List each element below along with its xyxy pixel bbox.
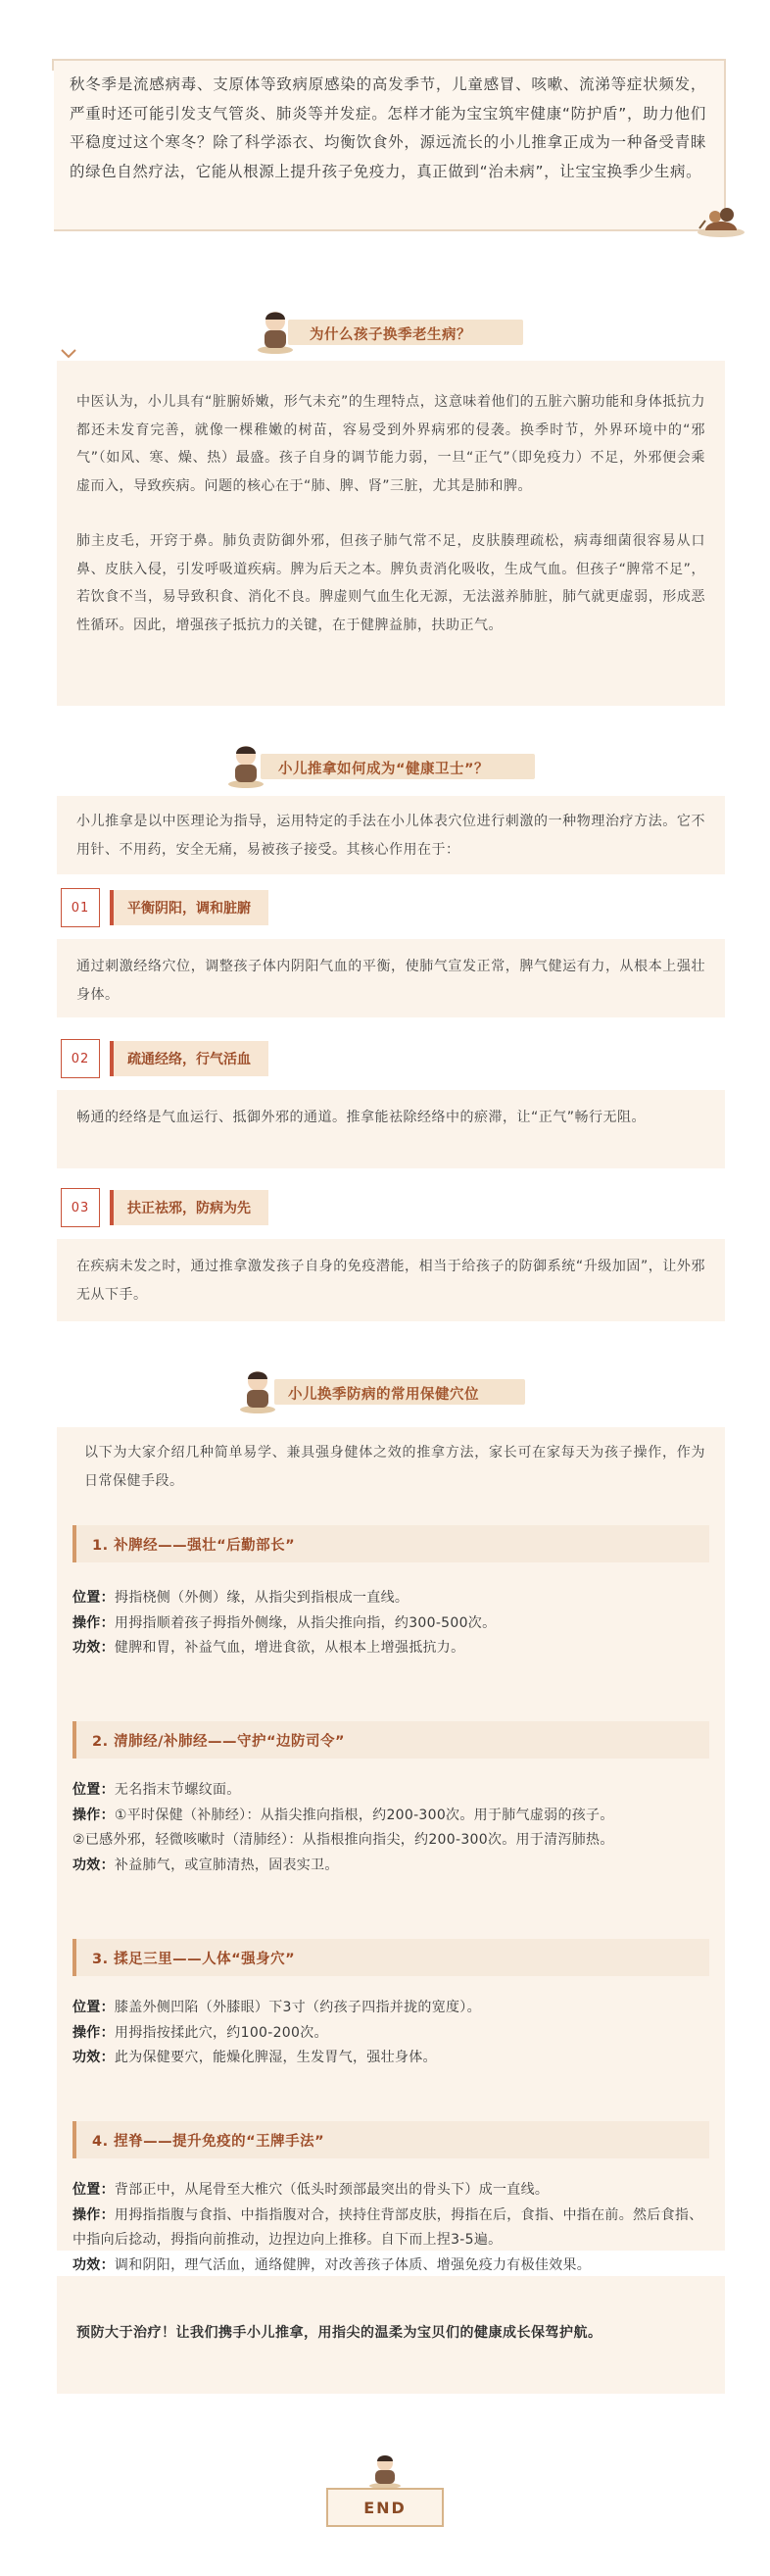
section1-header xyxy=(253,306,527,355)
detail-value: 用拇指按揉此穴，约100-200次。 xyxy=(114,2024,328,2041)
detail-value: 用拇指顺着孩子拇指外侧缘，从指尖推向指，约300-500次。 xyxy=(114,1614,497,1631)
acupoint-4-details xyxy=(72,2178,709,2278)
step-number: 01 xyxy=(61,888,100,927)
step-02-card xyxy=(57,1090,725,1168)
detail-line xyxy=(72,2046,709,2071)
detail-key: 功效： xyxy=(72,2256,115,2273)
detail-line xyxy=(72,2204,709,2254)
detail-line xyxy=(72,2021,709,2047)
step-03 xyxy=(61,1188,453,1227)
herb-pot-icon xyxy=(694,199,748,238)
detail-value: 健脾和胃，补益气血，增进食欲，从根本上增强抵抗力。 xyxy=(114,1640,465,1656)
detail-key: 操作： xyxy=(72,2206,115,2223)
detail-line xyxy=(72,1778,709,1804)
detail-value: 此为保健要穴，能燥化脾湿，生发胃气，强壮身体。 xyxy=(114,2050,437,2065)
step-01-text: 通过刺激经络穴位，调整孩子体内阴阳气血的平衡，使肺气宣发正常，脾气健运有力，从根本上强壮身体。 xyxy=(76,959,705,1003)
step-label: 疏通经络，行气活血 xyxy=(110,1041,268,1076)
acupoint-title: 3. 揉足三里——人体“强身穴” xyxy=(72,1939,709,1976)
detail-line xyxy=(72,1804,709,1829)
child-mascot-icon xyxy=(364,2451,406,2490)
end-marker: END xyxy=(326,2488,444,2527)
detail-line xyxy=(72,1636,709,1661)
step-number: 02 xyxy=(61,1039,100,1078)
detail-line xyxy=(72,2254,709,2279)
section2-header xyxy=(223,740,537,789)
step-01-card xyxy=(57,939,725,1017)
detail-value: 用拇指指腹与食指、中指指腹对合，挟持住背部皮肤，拇指在后，食指、中指在前。然后食指、中指向后捻动，拇指向前推动，边捏边向上推移。自下而上捏3-5遍。 xyxy=(72,2206,703,2248)
section2-intro-card xyxy=(57,796,725,874)
detail-key: 位置： xyxy=(72,2000,115,2015)
step-label: 扶正祛邪，防病为先 xyxy=(110,1190,268,1225)
detail-key: 功效： xyxy=(72,1857,115,1873)
detail-value: 膝盖外侧凹陷（外膝眼）下3寸（约孩子四指并拢的宽度）。 xyxy=(114,2000,481,2015)
detail-value: 无名指末节螺纹面。 xyxy=(114,1782,241,1798)
section1-paragraph-1: 中医认为，小儿具有“脏腑娇嫩，形气未充”的生理特点，这意味着他们的五脏六腑功能和身体抵抗力都还未发育完善，就像一棵稚嫩的树苗，容易受到外界病邪的侵袭。换季时节，外界环境中的“邪气”（如风、寒、燥、热）最盛。孩子自身的调节能力弱，一旦“正气”（即免疫力）不足，外邪便会乘虚而入，导致疾病。问题的核心在于“肺、脾、肾”三脏，尤其是肺和脾。 xyxy=(76,394,705,494)
acupoint-title: 4. 捏脊——提升免疫的“王牌手法” xyxy=(72,2121,709,2158)
detail-line xyxy=(72,1611,709,1637)
detail-value: 调和阴阳，理气活血，通络健脾，对改善孩子体质、增强免疫力有极佳效果。 xyxy=(114,2256,592,2273)
section1-card xyxy=(57,361,725,706)
section2-title: 小儿推拿如何成为“健康卫士”？ xyxy=(278,762,490,777)
step-03-text: 在疾病未发之时，通过推拿激发孩子自身的免疫潜能，相当于给孩子的防御系统“升级加固”，让外邪无从下手。 xyxy=(76,1259,705,1303)
section2-intro: 小儿推拿是以中医理论为指导，运用特定的手法在小儿体表穴位进行刺激的一种物理治疗方法。它不用针、不用药，安全无痛，易被孩子接受。其核心作用在于： xyxy=(76,814,705,858)
step-label: 平衡阴阳，调和脏腑 xyxy=(110,890,268,925)
acupoint-2-details xyxy=(72,1778,709,1878)
detail-key: 操作： xyxy=(72,1807,115,1823)
detail-key: 位置： xyxy=(72,2182,115,2198)
closing-text: 预防大于治疗！让我们携手小儿推拿，用指尖的温柔为宝贝们的健康成长保驾护航。 xyxy=(76,2325,602,2341)
detail-key: 功效： xyxy=(72,1640,115,1656)
chevron-down-icon xyxy=(61,349,76,359)
child-mascot-icon xyxy=(223,740,268,789)
child-mascot-icon xyxy=(253,306,298,355)
detail-key: 操作： xyxy=(72,2024,115,2041)
acupoint-title: 1. 补脾经——强壮“后勤部长” xyxy=(72,1525,709,1562)
section3-header xyxy=(235,1365,529,1414)
detail-key: 位置： xyxy=(72,1782,115,1798)
intro-text: 秋冬季是流感病毒、支原体等致病原感染的高发季节，儿童感冒、咳嗽、流涕等症状频发，严重时还可能引发支气管炎、肺炎等并发症。怎样才能为宝宝筑牢健康“防护盾”，助力他们平稳度过这个寒冬？除了科学添衣、均衡饮食外，源远流长的小儿推拿正成为一种备受青睐的绿色自然疗法，它能从根源上提升孩子免疫力，真正做到“治未病”，让宝宝换季少生病。 xyxy=(70,75,706,180)
child-mascot-icon xyxy=(235,1365,280,1414)
acupoint-1-details xyxy=(72,1586,709,1661)
acupoint-3-details xyxy=(72,1996,709,2071)
step-01 xyxy=(61,888,453,927)
acupoint-title: 2. 清肺经/补肺经——守护“边防司令” xyxy=(72,1721,709,1759)
section3-title: 小儿换季防病的常用保健穴位 xyxy=(288,1387,479,1403)
detail-line xyxy=(72,1854,709,1879)
detail-key: 位置： xyxy=(72,1590,115,1606)
step-number: 03 xyxy=(61,1188,100,1227)
detail-line xyxy=(72,1586,709,1611)
detail-line xyxy=(72,1996,709,2021)
detail-line xyxy=(72,1828,709,1854)
detail-value: 补益肺气，或宣肺清热，固表实卫。 xyxy=(114,1857,339,1873)
section1-title: 为什么孩子换季老生病？ xyxy=(310,327,471,343)
step-02 xyxy=(61,1039,453,1078)
intro-box xyxy=(54,59,726,231)
section3-card xyxy=(57,1427,725,2273)
closing-card xyxy=(57,2276,725,2394)
step-03-card xyxy=(57,1239,725,1321)
section3-intro: 以下为大家介绍几种简单易学、兼具强身健体之效的推拿方法，家长可在家每天为孩子操作，作为日常保健手段。 xyxy=(84,1445,705,1489)
detail-line xyxy=(72,2178,709,2204)
detail-value: 背部正中，从尾骨至大椎穴（低头时颈部最突出的骨头下）成一直线。 xyxy=(114,2182,550,2198)
section1-paragraph-2: 肺主皮毛，开窍于鼻。肺负责防御外邪，但孩子肺气常不足，皮肤腠理疏松，病毒细菌很容易从口鼻、皮肤入侵，引发呼吸道疾病。脾为后天之本。脾负责消化吸收，生成气血。但孩子“脾常不足”，若饮食不当，易导致积食、消化不良。脾虚则气血生化无源，无法滋养肺脏，肺气就更虚弱，形成恶性循环。因此，增强孩子抵抗力的关键，在于健脾益肺，扶助正气。 xyxy=(76,533,705,633)
detail-key: 功效： xyxy=(72,2050,115,2065)
detail-value: ②已感外邪，轻微咳嗽时（清肺经）：从指根推向指尖，约200-300次。用于清泻肺热。 xyxy=(72,1832,614,1848)
detail-value: ①平时保健（补肺经）：从指尖推向指根，约200-300次。用于肺气虚弱的孩子。 xyxy=(114,1807,614,1823)
step-02-text: 畅通的经络是气血运行、抵御外邪的通道。推拿能祛除经络中的瘀滞，让“正气”畅行无阻。 xyxy=(76,1110,647,1125)
detail-key: 操作： xyxy=(72,1614,115,1631)
detail-value: 拇指桡侧（外侧）缘，从指尖到指根成一直线。 xyxy=(114,1590,409,1606)
